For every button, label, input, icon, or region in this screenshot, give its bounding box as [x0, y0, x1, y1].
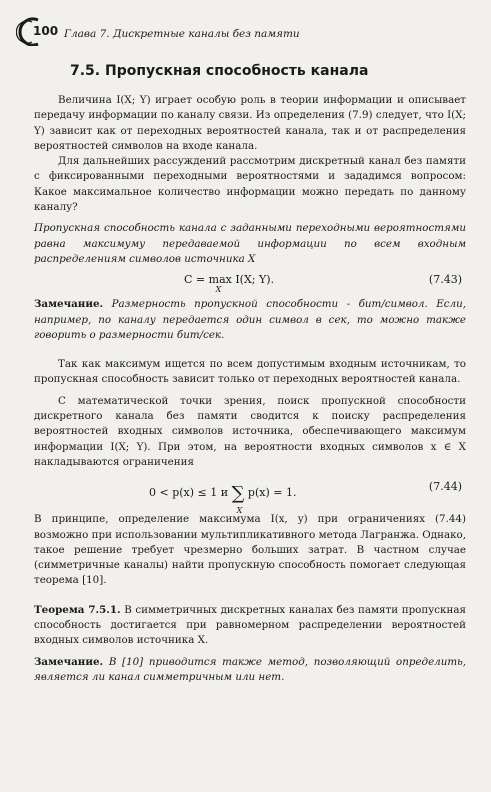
formula-7-43 — [34, 267, 466, 297]
formula-7-43-number: (7.43) — [428, 273, 462, 287]
page-body — [34, 93, 466, 685]
formula-7-44-rhs: p(x) = 1. — [244, 486, 297, 500]
formula-7-44-lhs: 0 < p(x) ≤ 1 и — [149, 486, 232, 500]
paragraph-7: В принципе, определение максимума I(x, y) при ограничениях (7.44) возможно при использовании мультипликативного метода Лагранжа. Однако, такое решение требует чрезмерно больших затрат. В частном случае (симметричные каналы) найти пропускную способность помогает следующая теорема [10]. — [34, 513, 466, 587]
running-head: Глава 7. Дискретные каналы без памяти — [64, 28, 300, 40]
formula-7-44-number: (7.44) — [428, 480, 462, 494]
paragraph-6: С математической точки зрения, поиск пропускной способности дискретного канала без памяти сводится к поиску распределения вероятностей входных символов источника, обеспечивающего максимум информации I(X; Y). При этом, на вероятности входных символов x ∈ X накладываются ограничения — [34, 394, 466, 468]
remark-2 — [34, 655, 466, 686]
formula-7-43-operator: max — [208, 273, 232, 287]
formula-7-43-subscript: X — [215, 285, 222, 295]
formula-7-43-operator-wrap — [208, 273, 232, 295]
formula-7-43-expression — [184, 273, 275, 295]
remark-1 — [34, 297, 466, 343]
formula-7-44 — [34, 470, 466, 516]
formula-7-44-subscript: X — [236, 506, 243, 516]
remark-2-text: В [10] приводится также метод, позволяющий определить, является ли канал симметричным или нет. — [34, 655, 466, 683]
formula-7-44-expression — [149, 480, 297, 516]
theorem-label: Теорема 7.5.1. — [34, 603, 121, 616]
paragraph-2: Для дальнейших рассуждений рассмотрим дискретный канал без памяти с фиксированными переходными вероятностями и зададимся вопросом: Какое максимальное количество информации можно передать по данному каналу? — [34, 155, 466, 214]
remark-1-label: Замечание. — [34, 298, 104, 311]
formula-7-43-rhs: I(X; Y). — [231, 273, 275, 287]
paragraph-5: Так как максимум ищется по всем допустимым входным источникам, то пропускная способность зависит только от переходных вероятностей канала. — [34, 358, 466, 386]
formula-7-44-operator-wrap — [231, 483, 245, 516]
theorem-text: В симметричных дискретных каналах без памяти пропускная способность достигается при равномерном распределении вероятностей входных символов источника X. — [34, 603, 466, 647]
remark-2-label: Замечание. — [34, 655, 104, 668]
remark-1-text: Размерность пропускной способности - бит/символ. Если, например, по каналу передается один символ в сек, то можно также говорить о размерности бит/сек. — [34, 298, 466, 341]
page-number-badge — [16, 16, 68, 50]
theorem — [34, 603, 466, 649]
page-number: 100 — [33, 24, 59, 38]
paragraph-definition: Пропускная способность канала с заданными переходными вероятностями равна максимуму передаваемой информации по всем входным распределениям символов источника X — [34, 222, 466, 265]
section-title: 7.5. Пропускная способность канала — [70, 63, 369, 79]
page-header — [16, 16, 486, 50]
formula-7-44-operator: ∑ — [231, 483, 245, 505]
formula-7-43-lhs: C = — [184, 273, 209, 287]
paragraph-1: Величина I(X; Y) играет особую роль в теории информации и описывает передачу информации по каналу связи. Из определения (7.9) следует, что I(X; Y) зависит как от переходных вероятностей канала, так и от распределения вероятностей символов на входе канала. — [34, 94, 466, 152]
